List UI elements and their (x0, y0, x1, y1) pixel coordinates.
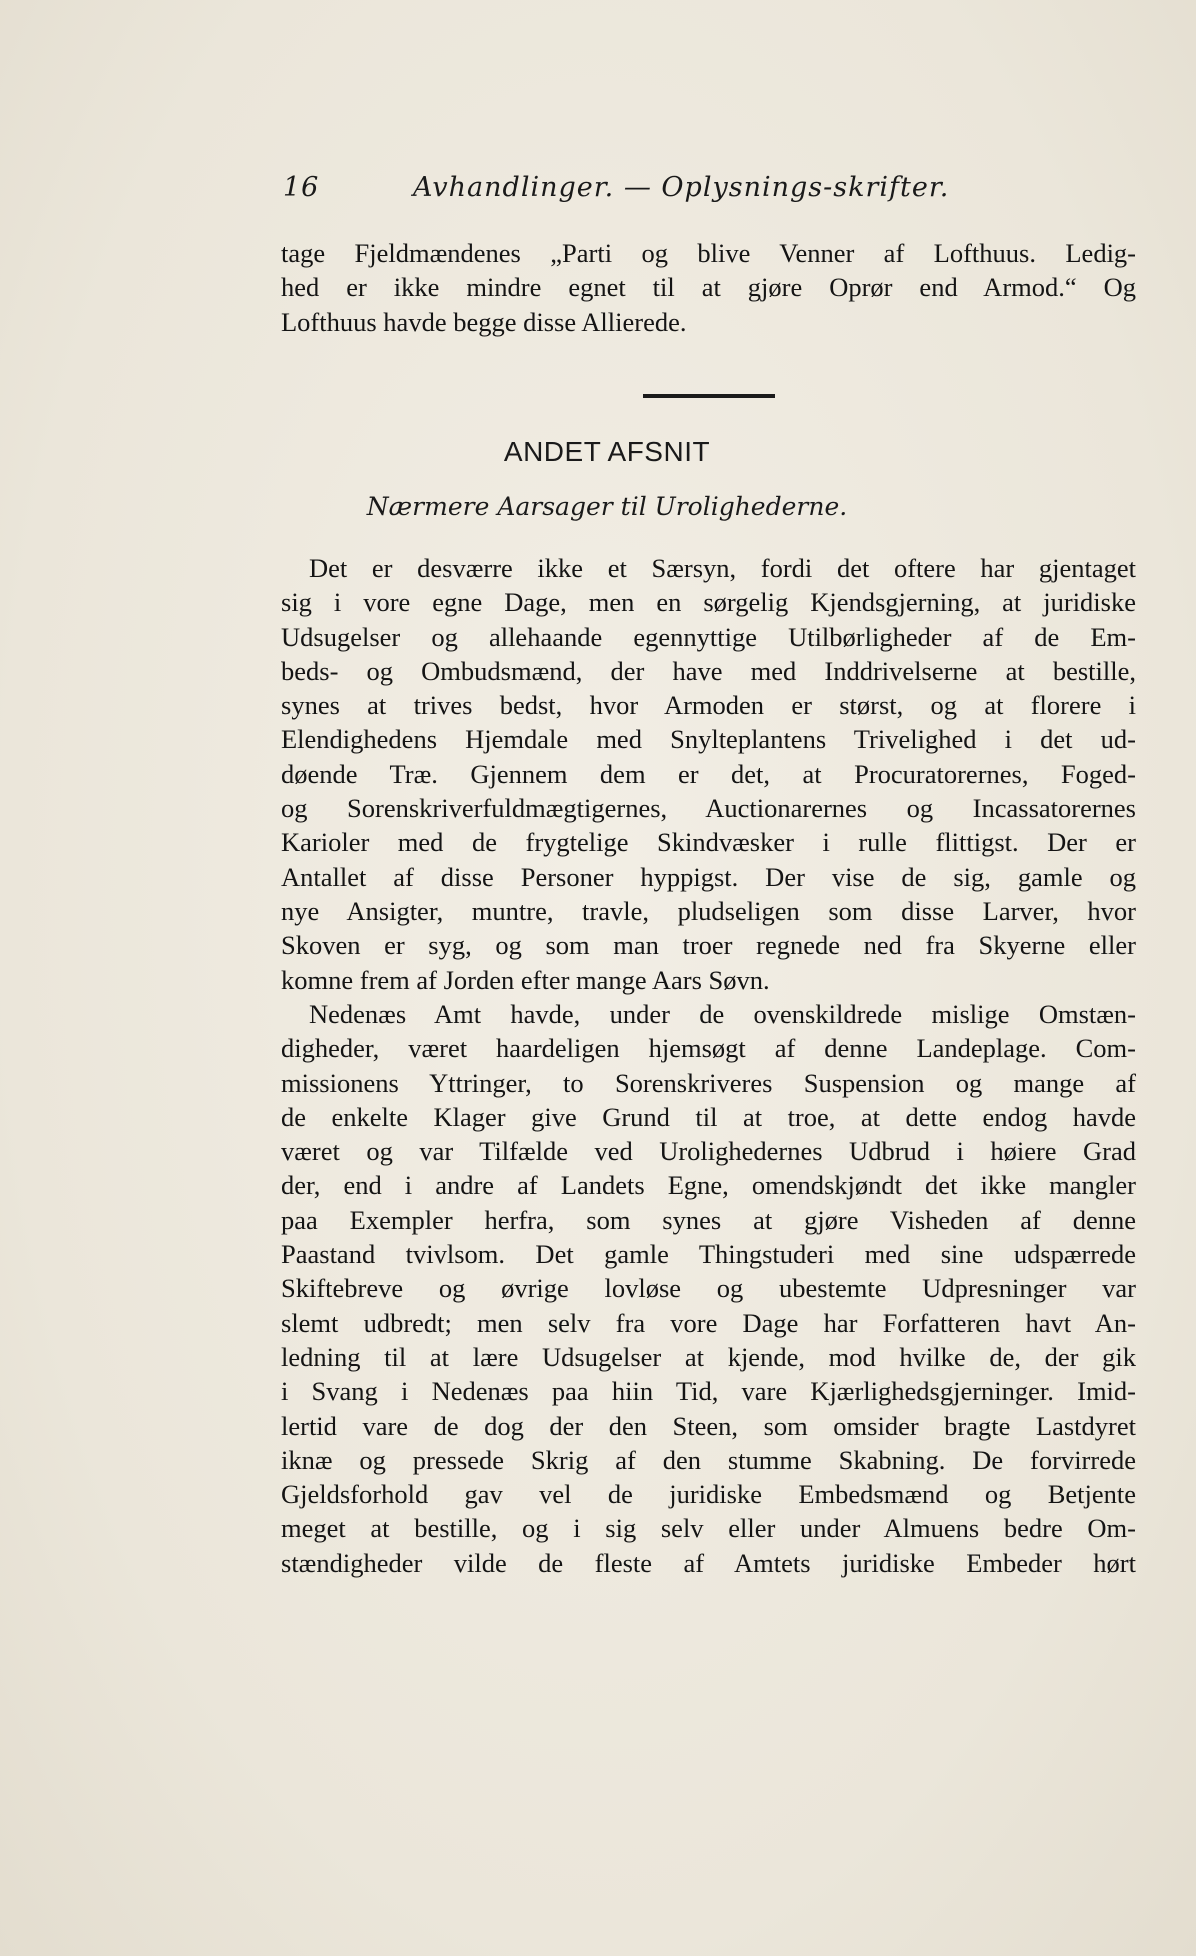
top-paragraph (281, 236, 1136, 339)
text-line: beds- og Ombudsmænd, der have med Inddrivelserne at bestille, (281, 655, 1136, 686)
text-line: Elendighedens Hjemdale med Snylteplantens Trivelighed i det ud- (281, 724, 1136, 755)
text-line: paa Exempler herfra, som synes at gjøre Visheden af denne (281, 1204, 1136, 1235)
section-title: ANDET AFSNIT (503, 436, 711, 467)
text-line: Paastand tvivlsom. Det gamle Thingstuderi med sine udspærrede (281, 1239, 1136, 1270)
text-line: Gjeldsforhold gav vel de juridiske Embedsmænd og Betjente (281, 1479, 1136, 1510)
text-line: nye Ansigter, muntre, travle, pludseligen som disse Larver, hvor (281, 895, 1136, 926)
text-line: været og var Tilfælde ved Urolighedernes Udbrud i høiere Grad (281, 1136, 1136, 1167)
running-header (283, 172, 1133, 203)
text-line: Det er desværre ikke et Særsyn, fordi det oftere har gjentaget (309, 553, 1136, 583)
text-line: i Svang i Nedenæs paa hiin Tid, vare Kjærlighedsgjerninger. Imid- (281, 1376, 1136, 1407)
text-line: sig i vore egne Dage, men en sørgelig Kjendsgjerning, at juridiske (281, 587, 1136, 618)
section-subtitle: Nærmere Aarsager til Urolighederne. (366, 492, 848, 521)
text-line: Skoven er syg, og som man troer regnede ned fra Skyerne eller (281, 930, 1136, 961)
text-line: og Sorenskriverfuldmægtigernes, Auctionarernes og Incassatorernes (281, 793, 1136, 824)
text-line: de enkelte Klager give Grund til at troe, at dette endog havde (281, 1101, 1136, 1132)
page-number: 16 (283, 172, 320, 203)
section-divider (643, 394, 775, 398)
text-line: tage Fjeldmændenes „Parti og blive Venner af Lofthuus. Ledig- (281, 238, 1136, 268)
text-line: Skiftebreve og øvrige lovløse og ubestemte Udpresninger var (281, 1273, 1136, 1304)
running-title: Avhandlinger. — Oplysnings-skrifter. (413, 172, 950, 203)
text-line: ledning til at lære Udsugelser at kjende, mod hvilke de, der gik (281, 1341, 1136, 1372)
text-line: der, end i andre af Landets Egne, omendskjøndt det ikke mangler (281, 1170, 1136, 1201)
text-line: missionens Yttringer, to Sorenskriveres Suspension og mange af (281, 1067, 1136, 1098)
paragraph-1 (281, 551, 1136, 997)
text-line: døende Træ. Gjennem dem er det, at Procuratorernes, Foged- (281, 758, 1136, 789)
text-line: digheder, været haardeligen hjemsøgt af denne Landeplage. Com- (281, 1033, 1136, 1064)
paragraph-2 (281, 997, 1136, 1580)
text-line: slemt udbredt; men selv fra vore Dage har Forfatteren havt An- (281, 1307, 1136, 1338)
text-line: synes at trives bedst, hvor Armoden er størst, og at florere i (281, 690, 1136, 721)
text-line: hed er ikke mindre egnet til at gjøre Oprør end Armod.“ Og (281, 272, 1136, 303)
text-line: stændigheder vilde de fleste af Amtets juridiske Embeder hørt (281, 1547, 1136, 1578)
text-line: lertid vare de dog der den Steen, som omsider bragte Lastdyret (281, 1410, 1136, 1441)
text-line: Nedenæs Amt havde, under de ovenskildrede mislige Omstæn- (309, 999, 1136, 1029)
text-line: iknæ og pressede Skrig af den stumme Skabning. De forvirrede (281, 1444, 1136, 1475)
text-line: Lofthuus havde begge disse Allierede. (281, 306, 687, 337)
text-line: Udsugelser og allehaande egennyttige Utilbørligheder af de Em- (281, 621, 1136, 652)
text-line: meget at bestille, og i sig selv eller under Almuens bedre Om- (281, 1513, 1136, 1544)
text-line: komne frem af Jorden efter mange Aars Søvn. (281, 964, 770, 995)
text-line: Karioler med de frygtelige Skindvæsker i rulle flittigst. Der er (281, 827, 1136, 858)
text-line: Antallet af disse Personer hyppigst. Der vise de sig, gamle og (281, 861, 1136, 892)
